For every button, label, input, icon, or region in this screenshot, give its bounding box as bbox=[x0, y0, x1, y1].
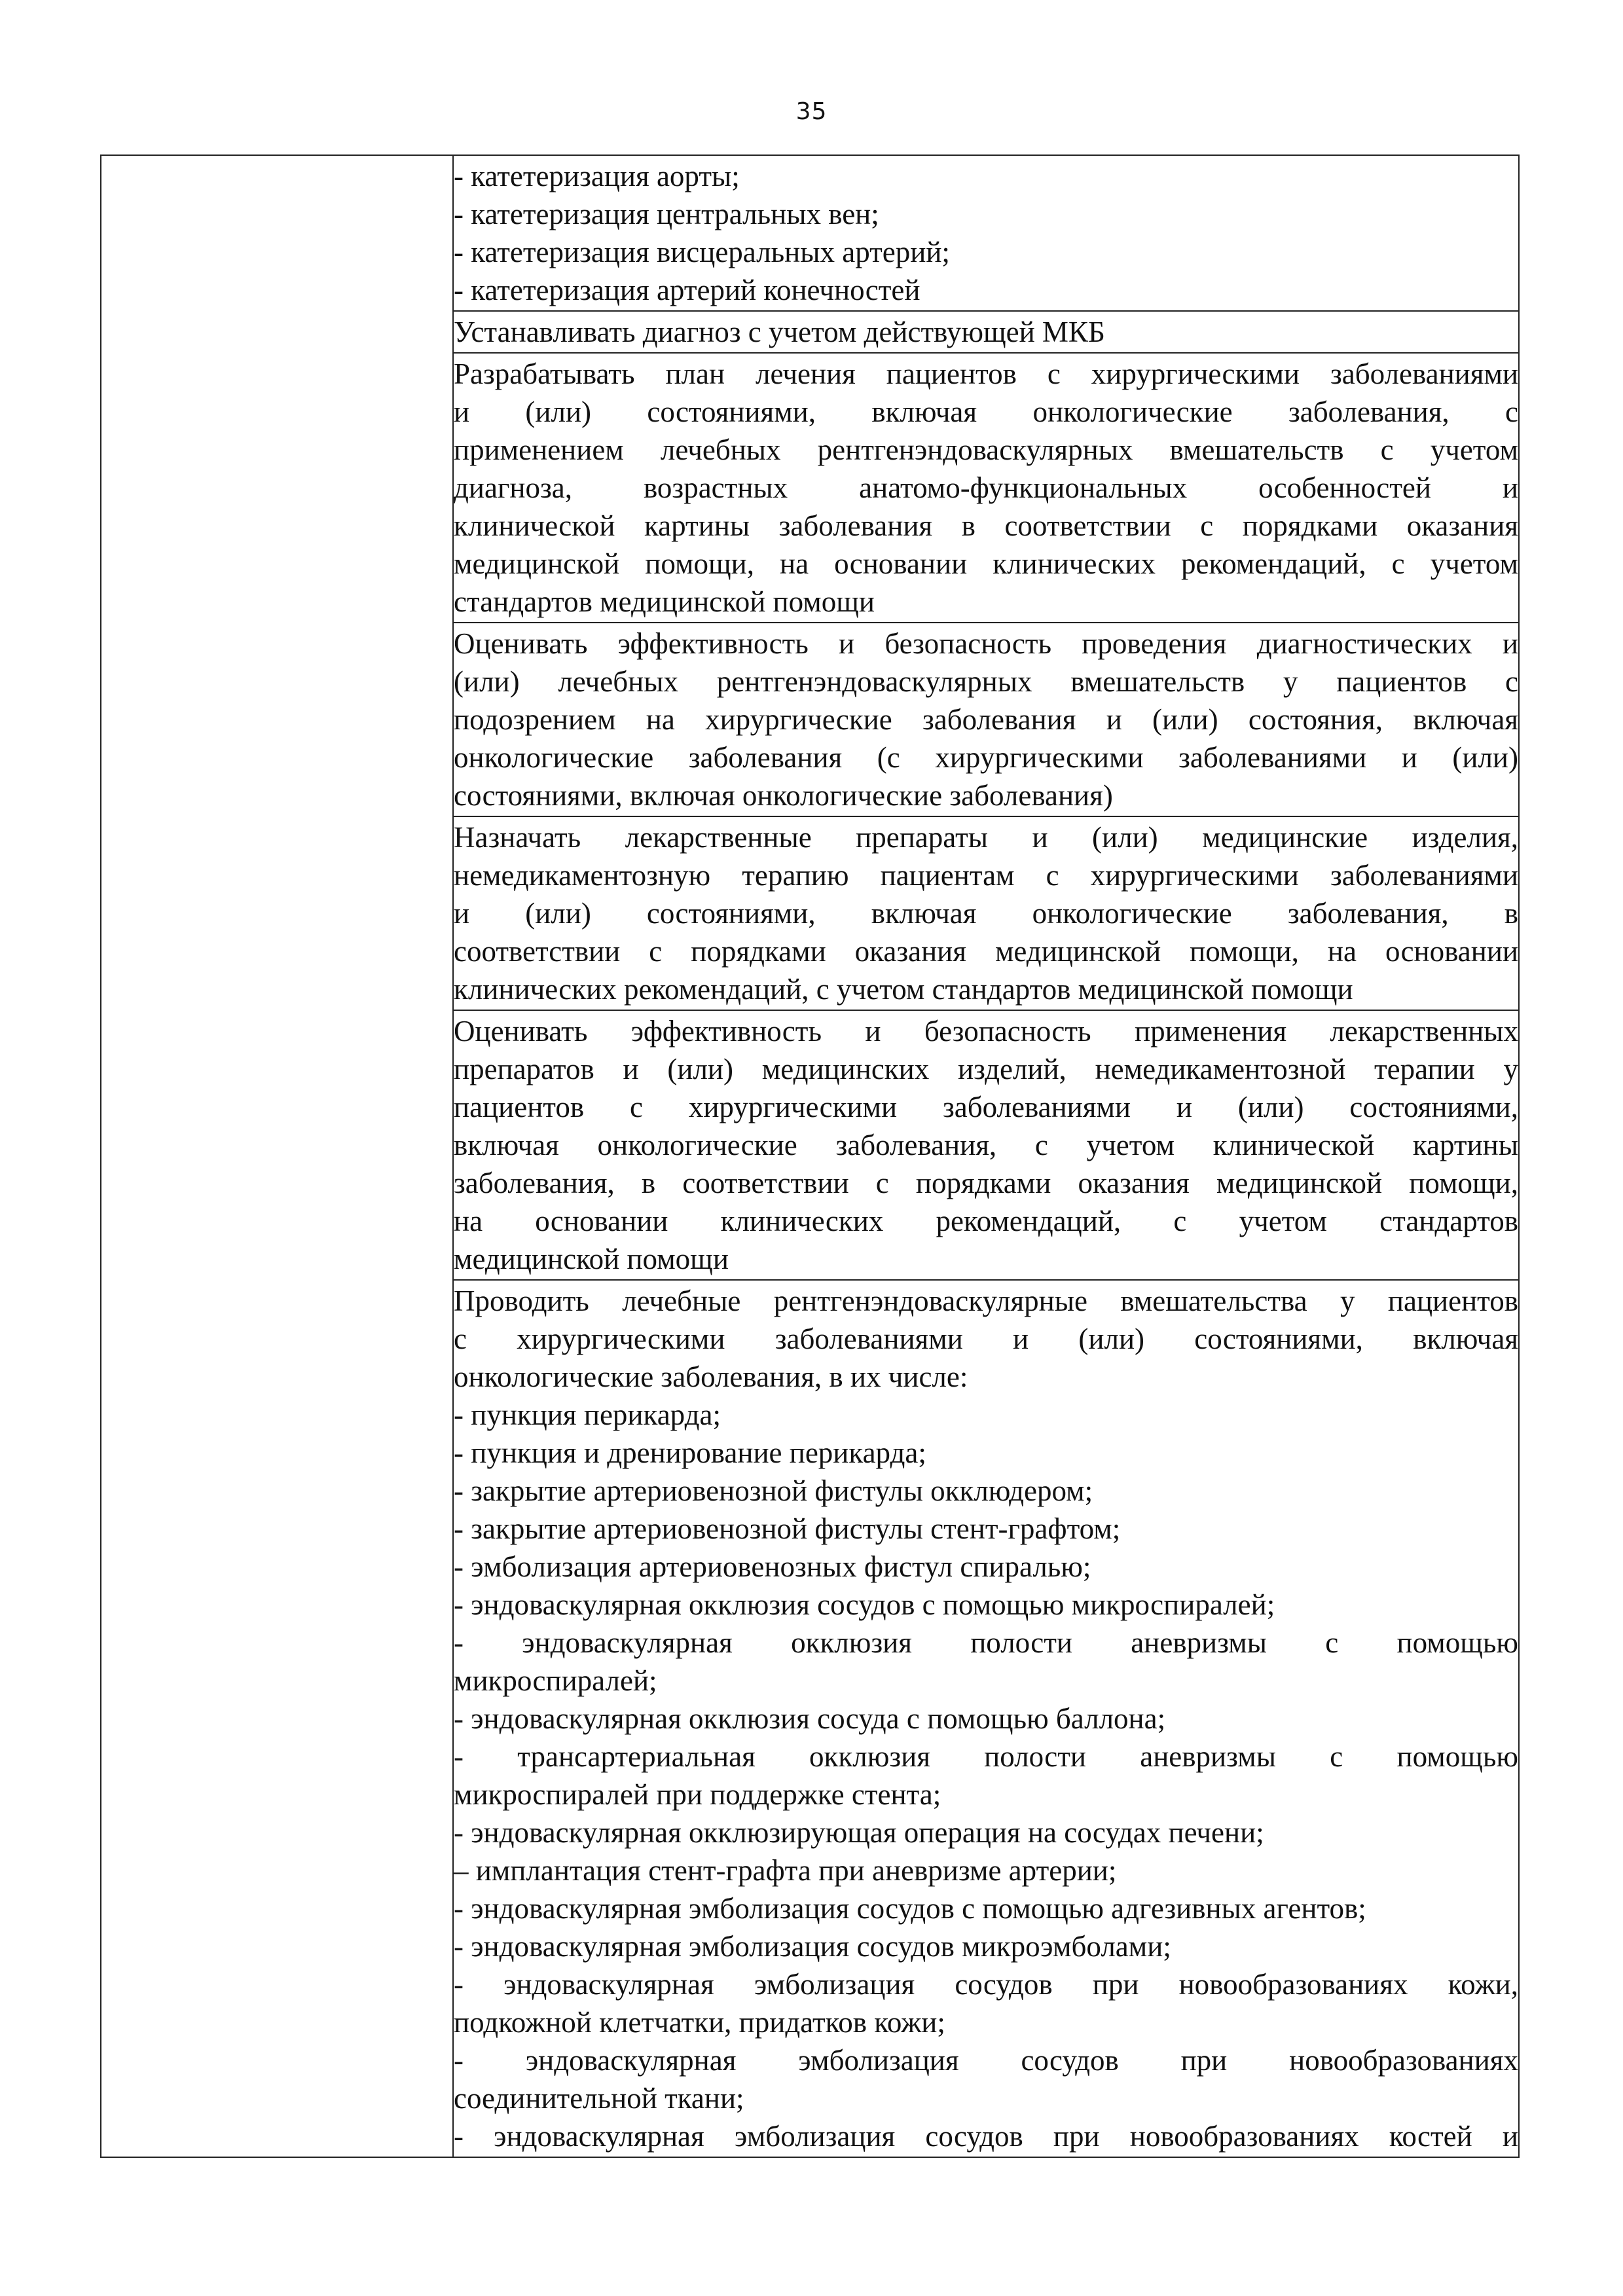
text-line: соответствии с порядками оказания медицинской помощи, на основании bbox=[454, 935, 1518, 968]
text-line: онкологические заболевания, в их числе: bbox=[454, 1360, 968, 1393]
text-line: микроспиралей; bbox=[454, 1664, 657, 1697]
skill-entry bbox=[454, 1011, 1518, 1281]
text-line: с хирургическими заболеваниями и (или) состояниями, включая bbox=[454, 1322, 1518, 1355]
text-line: - трансартериальная окклюзия полости аневризмы с помощью bbox=[454, 1740, 1518, 1773]
skill-entry bbox=[454, 354, 1518, 623]
text-line: – имплантация стент-графта при аневризме артерии; bbox=[454, 1854, 1117, 1887]
text-line: - эндоваскулярная эмболизация сосудов микроэмболами; bbox=[454, 1930, 1171, 1963]
text-line: подозрением на хирургические заболевания и (или) состояния, включая bbox=[454, 703, 1518, 736]
text-line: - пункция и дренирование перикарда; bbox=[454, 1436, 926, 1469]
skills-cell bbox=[453, 155, 1519, 2157]
text-line: - эндоваскулярная эмболизация сосудов при новообразованиях bbox=[454, 2044, 1518, 2077]
text-line: медицинской помощи, на основании клинических рекомендаций, с учетом bbox=[454, 547, 1518, 580]
text-line: (или) лечебных рентгенэндоваскулярных вмешательств у пациентов с bbox=[454, 665, 1518, 698]
empty-left-cell bbox=[101, 155, 453, 2157]
skill-entry bbox=[454, 156, 1518, 312]
text-line: Назначать лекарственные препараты и (или) медицинские изделия, bbox=[454, 821, 1518, 854]
skill-entry bbox=[454, 312, 1518, 354]
text-line: - катетеризация висцеральных артерий; bbox=[454, 236, 950, 268]
text-line: диагноза, возрастных анатомо-функциональных особенностей и bbox=[454, 471, 1518, 504]
text-line: - эндоваскулярная эмболизация сосудов при новообразованиях костей и bbox=[454, 2120, 1518, 2153]
table-row bbox=[101, 155, 1519, 2157]
skill-entry bbox=[454, 623, 1518, 817]
skill-entry bbox=[454, 817, 1518, 1011]
text-line: включая онкологические заболевания, с учетом клинической картины bbox=[454, 1129, 1518, 1161]
skills-list bbox=[454, 156, 1518, 2157]
text-line: - катетеризация центральных вен; bbox=[454, 198, 879, 230]
text-line: Оценивать эффективность и безопасность применения лекарственных bbox=[454, 1015, 1518, 1048]
text-line: медицинской помощи bbox=[454, 1243, 729, 1275]
text-line: и (или) состояниями, включая онкологические заболевания, с bbox=[454, 395, 1518, 428]
text-line: клинических рекомендаций, с учетом стандартов медицинской помощи bbox=[454, 973, 1353, 1006]
text-line: - пункция перикарда; bbox=[454, 1398, 721, 1431]
text-line: - эндоваскулярная окклюзирующая операция на сосудах печени; bbox=[454, 1816, 1264, 1849]
competency-table bbox=[100, 155, 1520, 2158]
text-line: заболевания, в соответствии с порядками оказания медицинской помощи, bbox=[454, 1167, 1518, 1199]
text-line: - эмболизация артериовенозных фистул спиралью; bbox=[454, 1550, 1091, 1583]
text-line: на основании клинических рекомендаций, с учетом стандартов bbox=[454, 1205, 1518, 1237]
text-line: и (или) состояниями, включая онкологические заболевания, в bbox=[454, 897, 1518, 930]
page-number: 35 bbox=[795, 98, 828, 125]
text-line: Разрабатывать план лечения пациентов с хирургическими заболеваниями bbox=[454, 357, 1518, 390]
text-line: соединительной ткани; bbox=[454, 2082, 744, 2115]
text-line: - катетеризация артерий конечностей bbox=[454, 274, 921, 306]
text-line: препаратов и (или) медицинских изделий, немедикаментозной терапии у bbox=[454, 1053, 1518, 1085]
text-line: - эндоваскулярная окклюзия полости аневризмы с помощью bbox=[454, 1626, 1518, 1659]
text-line: подкожной клетчатки, придатков кожи; bbox=[454, 2006, 945, 2039]
text-line: состояниями, включая онкологические заболевания) bbox=[454, 779, 1113, 812]
text-line: - эндоваскулярная окклюзия сосуда с помощью баллона; bbox=[454, 1702, 1166, 1735]
skill-entry bbox=[454, 1281, 1518, 2157]
text-line: Проводить лечебные рентгенэндоваскулярные вмешательства у пациентов bbox=[454, 1285, 1518, 1317]
text-line: - эндоваскулярная эмболизация сосудов при новообразованиях кожи, bbox=[454, 1968, 1518, 2001]
text-line: - закрытие артериовенозной фистулы окклюдером; bbox=[454, 1474, 1093, 1507]
text-line: - эндоваскулярная эмболизация сосудов с помощью адгезивных агентов; bbox=[454, 1892, 1366, 1925]
text-line: микроспиралей при поддержке стента; bbox=[454, 1778, 941, 1811]
text-line: стандартов медицинской помощи bbox=[454, 585, 875, 618]
text-line: Устанавливать диагноз с учетом действующей МКБ bbox=[454, 316, 1105, 348]
text-line: - закрытие артериовенозной фистулы стент-графтом; bbox=[454, 1512, 1121, 1545]
text-line: онкологические заболевания (с хирургическими заболеваниями и (или) bbox=[454, 741, 1518, 774]
text-line: немедикаментозную терапию пациентам с хирургическими заболеваниями bbox=[454, 859, 1518, 892]
text-line: пациентов с хирургическими заболеваниями и (или) состояниями, bbox=[454, 1091, 1518, 1123]
text-line: применением лечебных рентгенэндоваскулярных вмешательств с учетом bbox=[454, 433, 1518, 466]
text-line: клинической картины заболевания в соответствии с порядками оказания bbox=[454, 509, 1518, 542]
text-line: - катетеризация аорты; bbox=[454, 160, 740, 192]
text-line: Оценивать эффективность и безопасность проведения диагностических и bbox=[454, 627, 1518, 660]
text-line: - эндоваскулярная окклюзия сосудов с помощью микроспиралей; bbox=[454, 1588, 1275, 1621]
